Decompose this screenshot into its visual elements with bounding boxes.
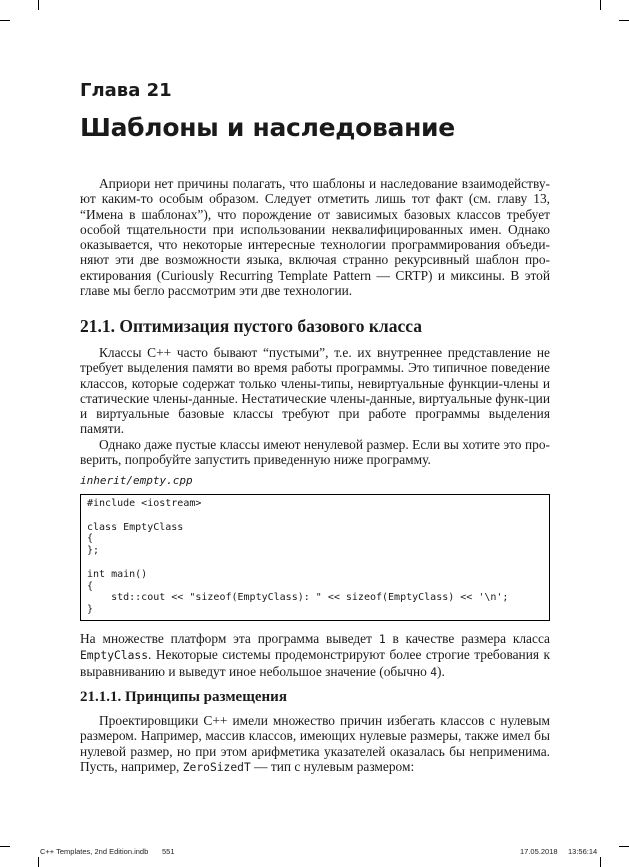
intro-paragraph: Априори нет причины полагать, что шаблоны и наследование взаимодейству-ют каким-то особым образом. Следует отметить лишь тот факт (см. главу 13, “Имена в шаблонах”), что порождение от зависимых базовых классов требует особой тщательности при использовании неквалифицированных имен. Однако оказывается, что некоторые интересные технологии программирования объеди-няют эти две возможности языка, включая странно рекурсивный шаблон про-ектирования (Curiously Recurring Template Pattern — CRTP) и миксины. В этой главе мы бегло рассмотрим эти две технологии.: [80, 176, 550, 299]
crop-mark: [38, 0, 39, 10]
text-run: . Некоторые системы продемонстрируют более строгие требования к выравниванию и выведут иное небольшое значение (обычно: [80, 647, 550, 679]
after-code-paragraph: [80, 631, 550, 680]
inline-code: ZeroSizedT: [182, 760, 251, 774]
code-line: #include <iostream>: [87, 498, 202, 509]
crop-mark: [619, 846, 629, 847]
code-caption: inherit/empty.cpp: [80, 474, 193, 487]
crop-mark: [0, 20, 10, 21]
code-line: std::cout << "sizeof(EmptyClass): " << sizeof(EmptyClass) << '\n';: [87, 592, 509, 604]
inline-code: 4: [430, 665, 437, 679]
code-listing: [80, 494, 550, 621]
crop-mark: [38, 857, 39, 867]
subsection-paragraph: [80, 713, 550, 775]
code-line: };: [87, 545, 100, 557]
crop-mark: [600, 857, 601, 867]
inline-code: EmptyClass: [80, 649, 149, 663]
footer-file: C++ Templates, 2nd Edition.indb: [40, 847, 149, 856]
subsection-heading: 21.1.1. Принципы размещения: [80, 689, 287, 705]
footer-date: 17.05.2018: [520, 847, 558, 856]
section-paragraph-2: Однако даже пустые классы имеют ненулевой размер. Если вы хотите это про-верить, попробуйте запустить приведенную ниже программу.: [80, 437, 550, 468]
code-line: }: [87, 604, 94, 616]
code-line: [87, 510, 543, 522]
code-line: {: [87, 580, 94, 592]
text-run: в качестве размера класса: [385, 631, 550, 646]
section-paragraph-1: Классы C++ часто бывают “пустыми”, т.е. их внутреннее представление не требует выделения памяти во время работы программы. Это типичное поведение классов, которые содержат только члены-типы, невиртуальные функции-члены и статические члены-данные. Нестатические члены-данные, виртуальные функ-ции и виртуальные базовые классы требуют при работе программы выделения памяти.: [80, 345, 550, 437]
code-line: class EmptyClass: [87, 521, 184, 533]
code-line: {: [87, 533, 94, 545]
chapter-title: Шаблоны и наследование: [80, 113, 455, 142]
chapter-label: Глава 21: [80, 80, 172, 101]
inline-code: 1: [378, 633, 386, 646]
text-run: Проектировщики C++ имели множество причин избегать классов с нулевым размером. Например, массив классов, имеющих нулевые размеры, также имел бы нулевой размер, но при этом арифметика указателей оказалась бы неприменима. Пусть, например,: [80, 713, 550, 774]
text-run: ).: [437, 663, 445, 679]
footer-time: 13:56:14: [568, 847, 598, 856]
crop-mark: [0, 846, 10, 847]
text-run: На множестве платформ эта программа выведет: [80, 631, 379, 646]
section-heading: 21.1. Оптимизация пустого базового класса: [80, 316, 422, 336]
text-run: — тип с нулевым размером:: [250, 758, 415, 774]
footer-page: 551: [162, 847, 175, 856]
code-line: [87, 557, 543, 569]
crop-mark: [619, 20, 629, 21]
crop-mark: [600, 0, 601, 10]
code-line: int main(): [87, 568, 148, 580]
